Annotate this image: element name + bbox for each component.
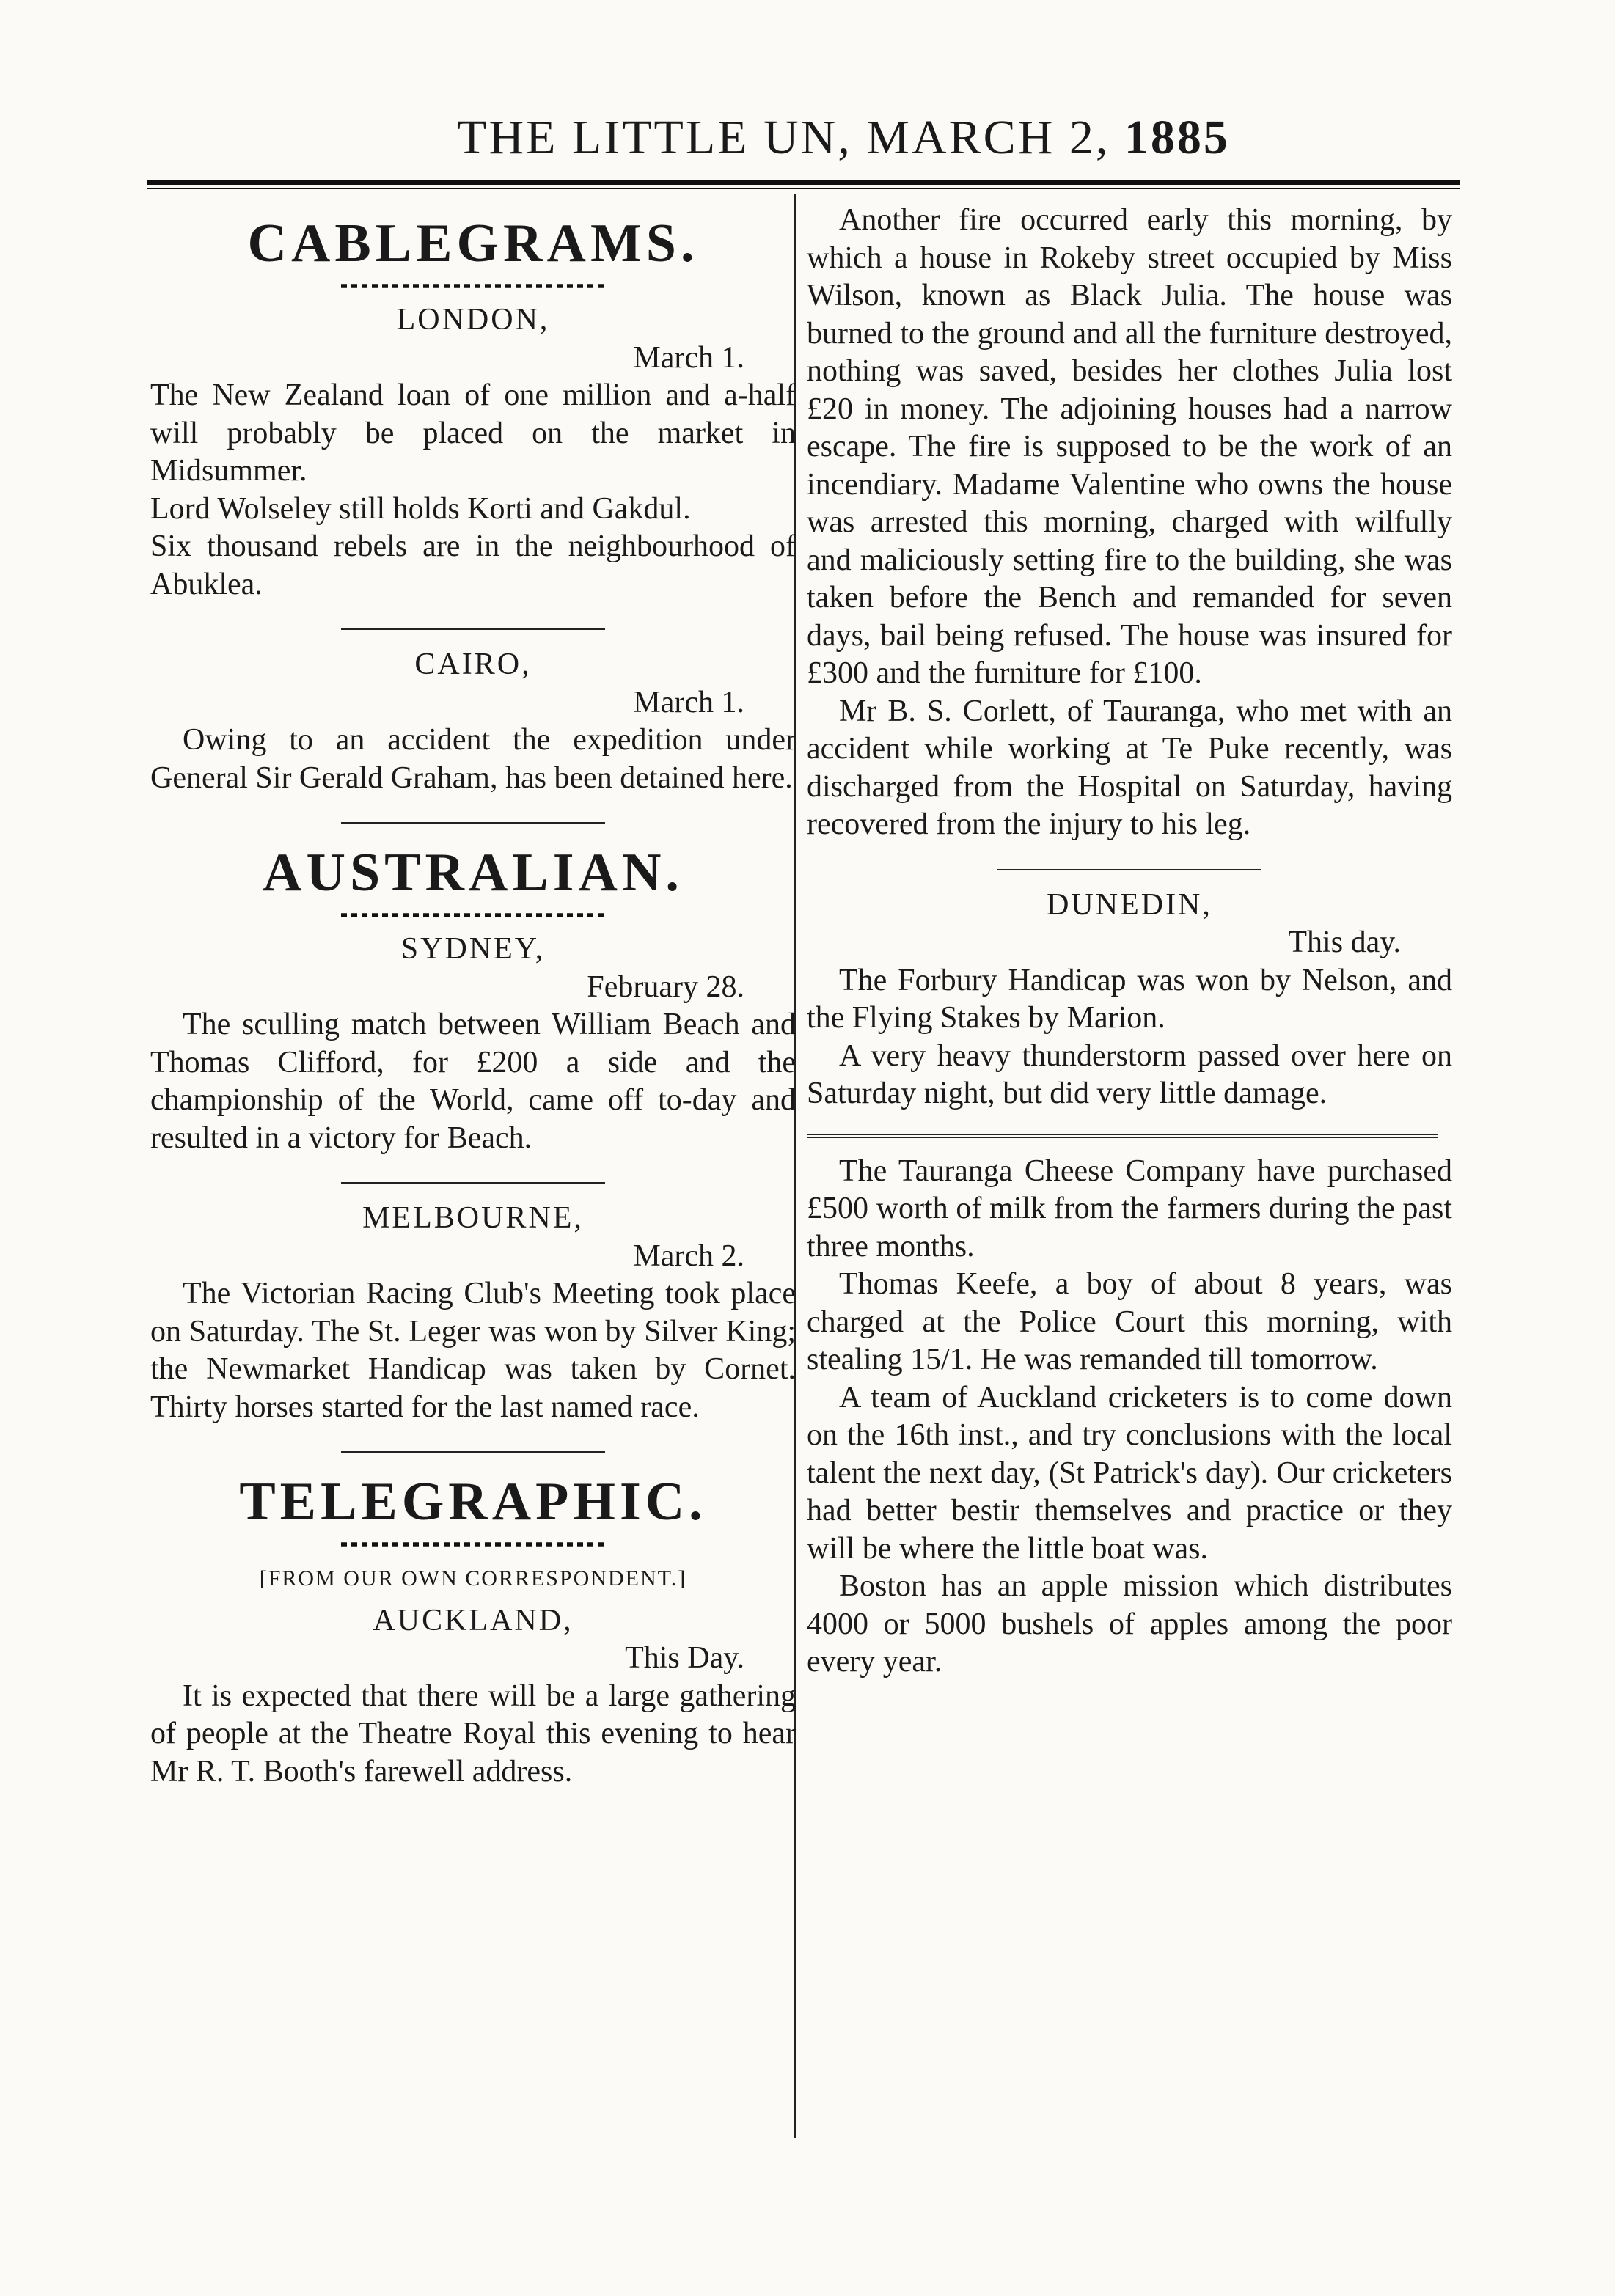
correspondent-subhead: [FROM OUR OWN CORRESPONDENT.]	[259, 1566, 687, 1591]
dateline-place: AUCKLAND,	[373, 1603, 574, 1637]
dateline-place: LONDON,	[396, 303, 550, 337]
article-paragraph: The sculling match between William Beach and Thomas Clifford, for £200 a side and the championship of the World, came off to-day and resulted in a victory for Beach.	[150, 1008, 796, 1155]
wavy-rule	[341, 1539, 605, 1549]
article-paragraph: A very heavy thunderstorm passed over here on Saturday night, but did very little damage.	[807, 1038, 1452, 1110]
left-column	[150, 202, 796, 1791]
masthead-rule-thin	[147, 188, 1460, 189]
wavy-rule	[341, 281, 605, 291]
dateline-place: CAIRO,	[414, 648, 532, 681]
section-heading-cablegrams: CABLEGRAMS.	[247, 213, 699, 274]
article-paragraph: Another fire occurred early this morning, by which a house in Rokeby street occupied by Miss Wilson, known as Black Julia. The house was burned to the ground and all the furniture destroyed, nothing was saved, besides her clothes Julia lost £20 in money. The adjoining houses had a narrow escape. The fire is supposed to be the work of an incendiary. Madame Valentine who owns the house was arrested this morning, charged with wilfully and maliciously setting fire to the building, she was taken before the Bench and remanded for seven days, bail being refused. The house was insured for £300 and the furniture for £100.	[807, 203, 1452, 690]
section-heading-telegraphic: TELEGRAPHIC.	[239, 1472, 707, 1532]
short-rule	[341, 822, 605, 824]
short-rule	[341, 1451, 605, 1453]
dateline-place: MELBOURNE,	[362, 1201, 584, 1235]
article-paragraph: Thomas Keefe, a boy of about 8 years, was charged at the Police Court this morning, with stealing 15/1. He was remanded till tomorrow.	[807, 1267, 1452, 1376]
article-paragraph: The Forbury Handicap was won by Nelson, and the Flying Stakes by Marion.	[807, 963, 1452, 1035]
article-paragraph: The Victorian Racing Club's Meeting took place on Saturday. The St. Leger was won by Silver King; the Newmarket Handicap was taken by Cornet. Thirty horses started for the last named race.	[150, 1277, 796, 1424]
short-rule	[997, 869, 1261, 870]
masthead-year: 1885	[1124, 111, 1230, 164]
article-paragraph: It is expected that there will be a large gathering of people at the Theatre Royal this evening to hear Mr R. T. Booth's farewell address.	[150, 1679, 796, 1789]
dateline-date: March 1.	[633, 685, 744, 719]
dateline-date: February 28.	[587, 969, 744, 1004]
masthead-title: THE LITTLE UN, MARCH 2,	[457, 111, 1110, 164]
masthead	[147, 110, 1540, 166]
article-paragraph: The New Zealand loan of one million and a-half will probably be placed on the market in Midsummer.	[150, 378, 796, 488]
article-paragraph: Owing to an accident the expedition under General Sir Gerald Graham, has been detained here.	[150, 723, 796, 795]
wavy-rule	[341, 910, 605, 920]
section-heading-australian: AUSTRALIAN.	[263, 843, 684, 903]
article-paragraph: Lord Wolseley still holds Korti and Gakdul.	[150, 491, 691, 526]
dateline-date: March 2.	[633, 1239, 744, 1273]
short-rule	[341, 1182, 605, 1184]
dateline-place: SYDNEY,	[400, 932, 546, 966]
dateline-date: March 1.	[633, 340, 744, 375]
dateline-date: This day.	[1288, 925, 1401, 959]
article-paragraph: The Tauranga Cheese Company have purchased £500 worth of milk from the farmers during the past three months.	[807, 1153, 1452, 1263]
short-rule	[341, 628, 605, 630]
dateline-place: DUNEDIN,	[1047, 887, 1212, 922]
article-paragraph: A team of Auckland cricketers is to come down on the 16th inst., and try conclusions with the local talent the next day, (St Patrick's day). Our cricketers had better bestir themselves and practice or they will be where the little boat was.	[807, 1380, 1452, 1566]
right-column	[807, 202, 1452, 1681]
masthead-rule	[147, 180, 1460, 185]
article-paragraph: Six thousand rebels are in the neighbourhood of Abuklea.	[150, 529, 796, 601]
article-paragraph: Mr B. S. Corlett, of Tauranga, who met with an accident while working at Te Puke recently, was discharged from the Hospital on Saturday, having recovered from the injury to his leg.	[807, 694, 1452, 841]
double-rule	[807, 1134, 1438, 1138]
article-paragraph: Boston has an apple mission which distributes 4000 or 5000 bushels of apples among the poor every year.	[807, 1569, 1452, 1679]
dateline-date: This Day.	[625, 1641, 744, 1675]
